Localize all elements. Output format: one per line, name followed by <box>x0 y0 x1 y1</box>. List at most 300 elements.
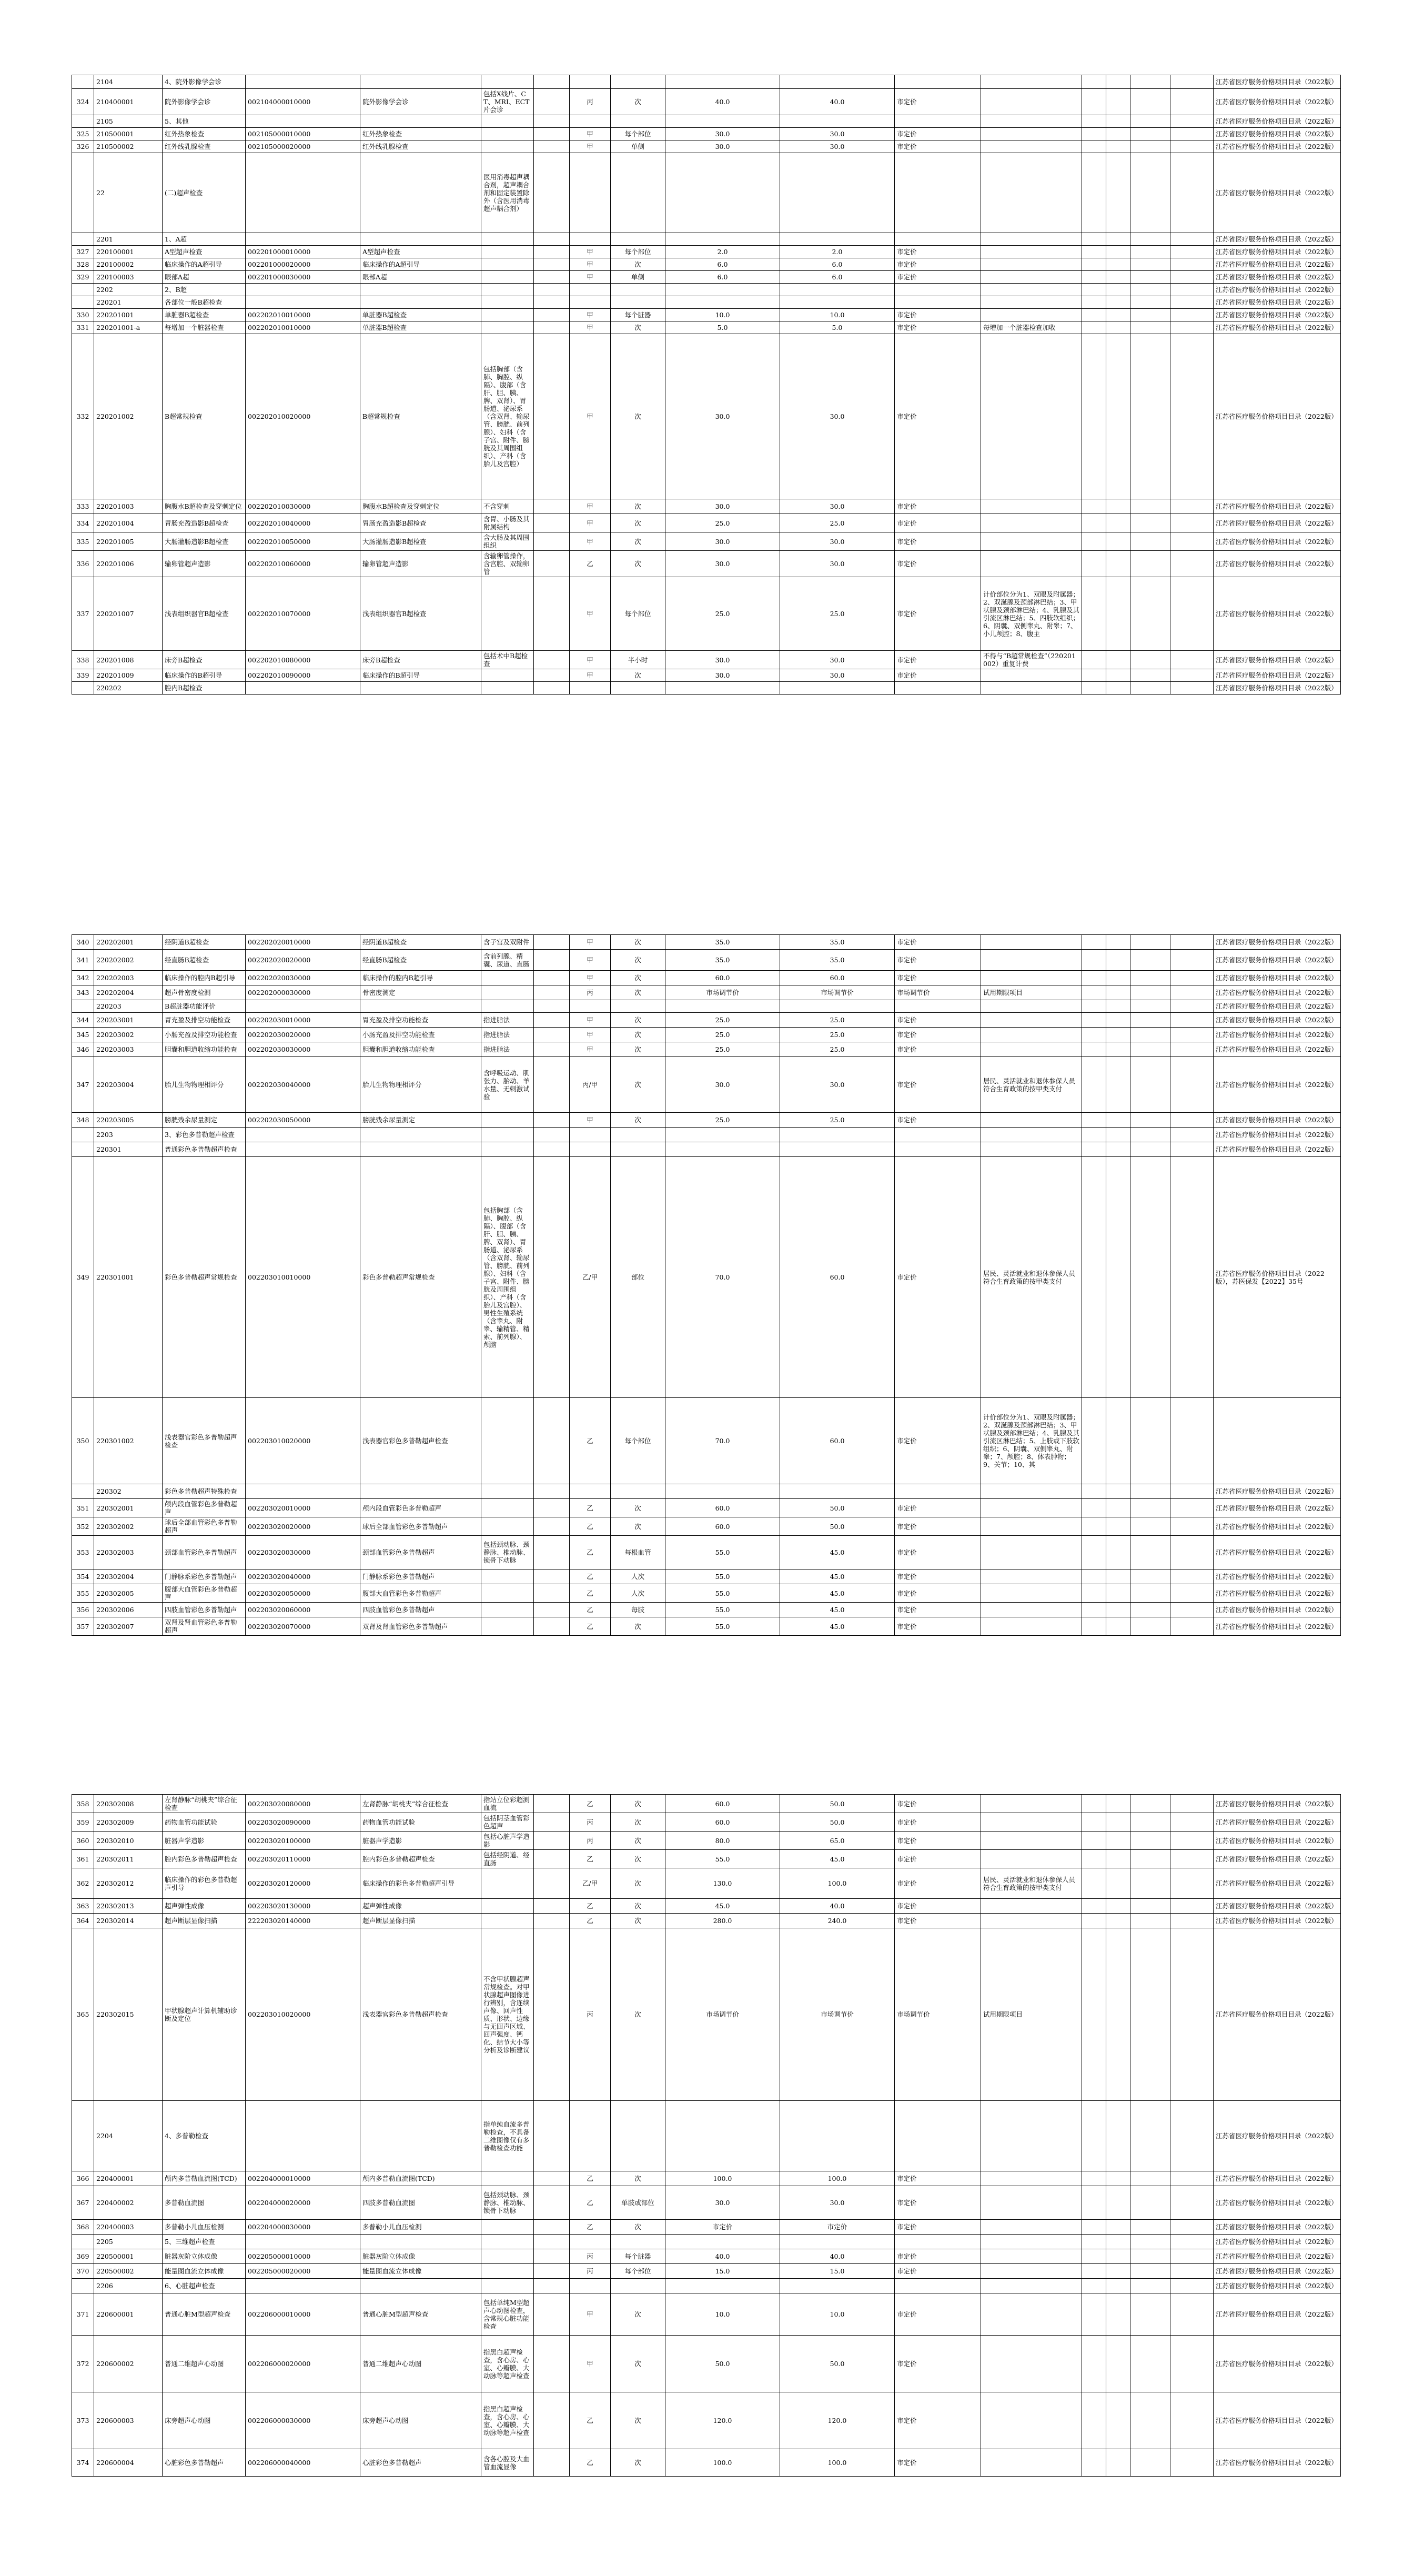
price-type-cell: 市定价 <box>895 669 981 682</box>
empty-cell <box>1130 669 1170 682</box>
code-cell: 220202 <box>94 682 163 695</box>
excluded-content-cell <box>534 2235 570 2249</box>
excluded-content-cell <box>534 1157 570 1398</box>
note-cell <box>981 2220 1082 2235</box>
content-cell: 指进脂法 <box>481 1013 534 1028</box>
seq-cell <box>72 296 94 309</box>
note-cell <box>981 2279 1082 2293</box>
seq-cell: 361 <box>72 1850 94 1868</box>
item-name-cell: 1、A超 <box>163 233 246 246</box>
price-cell: 120.0 <box>780 2392 895 2449</box>
seq-cell <box>72 284 94 296</box>
code-cell: 220203 <box>94 1000 163 1013</box>
unit-cell: 次 <box>611 1028 665 1042</box>
seq-cell: 365 <box>72 1928 94 2101</box>
code-cell: 220203004 <box>94 1057 163 1113</box>
empty-cell <box>1170 309 1214 321</box>
empty-cell <box>1106 1569 1130 1584</box>
empty-cell <box>1082 1142 1106 1157</box>
national-code-cell <box>246 2101 360 2171</box>
empty-cell <box>1106 2171 1130 2186</box>
price-cell: 60.0 <box>665 971 780 985</box>
empty-cell <box>1106 971 1130 985</box>
price-cell: 30.0 <box>665 2186 780 2220</box>
reference-cell: 江苏省医疗服务价格项目目录（2022版） <box>1214 153 1341 233</box>
item-name-cell: 5、三维超声检查 <box>163 2235 246 2249</box>
national-name-cell: 浅表组织器官B超检查 <box>360 577 481 651</box>
note-cell <box>981 246 1082 258</box>
note-cell: 居民、灵活就业和退休参保人员符合生育政策的按甲类支付 <box>981 1868 1082 1899</box>
price-cell <box>780 153 895 233</box>
unit-cell: 次 <box>611 1517 665 1536</box>
price-cell: 30.0 <box>780 2186 895 2220</box>
price-cell <box>665 1484 780 1499</box>
price-cell: 45.0 <box>780 1850 895 1868</box>
national-name-cell <box>360 1128 481 1142</box>
content-cell <box>481 577 534 651</box>
note-cell <box>981 309 1082 321</box>
insurance-class-cell <box>570 153 611 233</box>
reference-cell: 江苏省医疗服务价格项目目录（2022版） <box>1214 2279 1341 2293</box>
table-row <box>72 651 1341 669</box>
price-cell: 25.0 <box>665 514 780 532</box>
unit-cell: 次 <box>611 1914 665 1928</box>
reference-cell: 江苏省医疗服务价格项目目录（2022版） <box>1214 1928 1341 2101</box>
price-type-cell: 市定价 <box>895 2293 981 2336</box>
content-cell <box>481 258 534 271</box>
reference-cell: 江苏省医疗服务价格项目目录（2022版） <box>1214 128 1341 140</box>
national-name-cell: 单脏器B超检查 <box>360 321 481 334</box>
price-cell <box>665 2279 780 2293</box>
content-cell: 指进脂法 <box>481 1028 534 1042</box>
price-type-cell: 市定价 <box>895 1013 981 1028</box>
empty-cell <box>1130 1517 1170 1536</box>
item-name-cell: 多普勒小儿血压检测 <box>163 2220 246 2235</box>
seq-cell: 338 <box>72 651 94 669</box>
code-cell: 220203005 <box>94 1113 163 1128</box>
price-table <box>72 75 1341 695</box>
empty-cell <box>1130 1128 1170 1142</box>
price-cell: 55.0 <box>665 1569 780 1584</box>
empty-cell <box>1082 128 1106 140</box>
empty-cell <box>1106 233 1130 246</box>
empty-cell <box>1106 309 1130 321</box>
empty-cell <box>1082 334 1106 499</box>
insurance-class-cell: 乙 <box>570 1795 611 1813</box>
code-cell: 22 <box>94 153 163 233</box>
unit-cell: 每个部位 <box>611 2264 665 2279</box>
reference-cell: 江苏省医疗服务价格项目目录（2022版） <box>1214 2101 1341 2171</box>
table-row <box>72 1028 1341 1042</box>
content-cell <box>481 2220 534 2235</box>
empty-cell <box>1130 1899 1170 1914</box>
empty-cell <box>1170 258 1214 271</box>
empty-cell <box>1170 75 1214 89</box>
item-name-cell: 胃肠充盈造影B超检查 <box>163 514 246 532</box>
price-cell: 35.0 <box>665 950 780 971</box>
insurance-class-cell: 甲 <box>570 1028 611 1042</box>
empty-cell <box>1106 651 1130 669</box>
table-row <box>72 309 1341 321</box>
national-name-cell: 门静脉系彩色多普勒超声 <box>360 1569 481 1584</box>
price-cell: 6.0 <box>780 258 895 271</box>
excluded-content-cell <box>534 1868 570 1899</box>
empty-cell <box>1106 115 1130 128</box>
empty-cell <box>1082 1042 1106 1057</box>
price-cell: 30.0 <box>780 669 895 682</box>
item-name-cell: 颅内段血管彩色多普勒超声 <box>163 1499 246 1517</box>
national-code-cell: 002203020060000 <box>246 1603 360 1617</box>
empty-cell <box>1130 1057 1170 1113</box>
insurance-class-cell: 乙 <box>570 2186 611 2220</box>
price-cell <box>665 296 780 309</box>
empty-cell <box>1082 2249 1106 2264</box>
code-cell: 220201002 <box>94 334 163 499</box>
insurance-class-cell: 乙 <box>570 1536 611 1569</box>
insurance-class-cell: 乙 <box>570 2220 611 2235</box>
empty-cell <box>1082 1128 1106 1142</box>
empty-cell <box>1130 2186 1170 2220</box>
national-name-cell <box>360 153 481 233</box>
price-cell: 25.0 <box>780 1013 895 1028</box>
table-row <box>72 321 1341 334</box>
national-code-cell: 002204000030000 <box>246 2220 360 2235</box>
empty-cell <box>1130 1850 1170 1868</box>
note-cell <box>981 284 1082 296</box>
insurance-class-cell: 乙 <box>570 1617 611 1636</box>
code-cell: 220201005 <box>94 532 163 551</box>
price-cell: 55.0 <box>665 1617 780 1636</box>
price-cell <box>780 296 895 309</box>
seq-cell: 355 <box>72 1584 94 1603</box>
empty-cell <box>1082 153 1106 233</box>
national-code-cell: 002203020110000 <box>246 1850 360 1868</box>
insurance-class-cell: 甲 <box>570 2293 611 2336</box>
national-name-cell: 四肢多普勒血流图 <box>360 2186 481 2220</box>
price-cell: 60.0 <box>780 971 895 985</box>
empty-cell <box>1170 532 1214 551</box>
empty-cell <box>1130 651 1170 669</box>
empty-cell <box>1170 2449 1214 2477</box>
price-type-cell: 市定价 <box>895 334 981 499</box>
code-cell: 220302008 <box>94 1795 163 1813</box>
empty-cell <box>1130 2249 1170 2264</box>
note-cell <box>981 1517 1082 1536</box>
empty-cell <box>1130 296 1170 309</box>
reference-cell: 江苏省医疗服务价格项目目录（2022版） <box>1214 233 1341 246</box>
price-cell <box>665 153 780 233</box>
code-cell: 220201004 <box>94 514 163 532</box>
national-name-cell: 膀胱残余尿量测定 <box>360 1113 481 1128</box>
reference-cell: 江苏省医疗服务价格项目目录（2022版） <box>1214 532 1341 551</box>
price-type-cell: 市定价 <box>895 2249 981 2264</box>
seq-cell: 367 <box>72 2186 94 2220</box>
excluded-content-cell <box>534 2336 570 2392</box>
price-cell <box>665 2235 780 2249</box>
empty-cell <box>1082 1499 1106 1517</box>
price-cell <box>780 1128 895 1142</box>
empty-cell <box>1130 514 1170 532</box>
reference-cell: 江苏省医疗服务价格项目目录（2022版） <box>1214 985 1341 1000</box>
item-name-cell: 彩色多普勒超声常规检查 <box>163 1157 246 1398</box>
unit-cell: 人次 <box>611 1584 665 1603</box>
table-row <box>72 296 1341 309</box>
empty-cell <box>1106 1128 1130 1142</box>
price-cell: 55.0 <box>665 1584 780 1603</box>
empty-cell <box>1170 128 1214 140</box>
item-name-cell: 胸腹水B超检查及穿刺定位 <box>163 499 246 514</box>
excluded-content-cell <box>534 1113 570 1128</box>
unit-cell: 单侧 <box>611 271 665 284</box>
content-cell <box>481 75 534 89</box>
unit-cell: 次 <box>611 950 665 971</box>
item-name-cell: 大肠灌肠造影B超检查 <box>163 532 246 551</box>
insurance-class-cell: 乙/甲 <box>570 1868 611 1899</box>
empty-cell <box>1106 128 1130 140</box>
empty-cell <box>1106 1868 1130 1899</box>
unit-cell: 次 <box>611 1899 665 1914</box>
national-code-cell: 002203010020000 <box>246 1928 360 2101</box>
empty-cell <box>1130 115 1170 128</box>
empty-cell <box>1170 1013 1214 1028</box>
item-name-cell: B超常规检查 <box>163 334 246 499</box>
empty-cell <box>1130 577 1170 651</box>
reference-cell: 江苏省医疗服务价格项目目录（2022版） <box>1214 1813 1341 1832</box>
empty-cell <box>1082 296 1106 309</box>
price-table <box>72 1794 1341 2477</box>
price-cell: 5.0 <box>665 321 780 334</box>
insurance-class-cell <box>570 1000 611 1013</box>
empty-cell <box>1170 1128 1214 1142</box>
national-code-cell <box>246 1128 360 1142</box>
empty-cell <box>1106 1832 1130 1850</box>
excluded-content-cell <box>534 1914 570 1928</box>
item-name-cell: 2、B超 <box>163 284 246 296</box>
table-row <box>72 1617 1341 1636</box>
seq-cell <box>72 153 94 233</box>
reference-cell: 江苏省医疗服务价格项目目录（2022版） <box>1214 1000 1341 1013</box>
insurance-class-cell <box>570 233 611 246</box>
price-cell: 2.0 <box>665 246 780 258</box>
code-cell: 220202004 <box>94 985 163 1000</box>
empty-cell <box>1082 577 1106 651</box>
price-type-cell: 市定价 <box>895 1398 981 1484</box>
empty-cell <box>1082 233 1106 246</box>
code-cell: 220400003 <box>94 2220 163 2235</box>
table-row <box>72 532 1341 551</box>
empty-cell <box>1106 1042 1130 1057</box>
price-type-cell: 市定价 <box>895 651 981 669</box>
empty-cell <box>1106 1113 1130 1128</box>
seq-cell: 353 <box>72 1536 94 1569</box>
excluded-content-cell <box>534 2249 570 2264</box>
empty-cell <box>1130 2293 1170 2336</box>
price-type-cell <box>895 75 981 89</box>
empty-cell <box>1082 514 1106 532</box>
unit-cell: 次 <box>611 1013 665 1028</box>
table-row <box>72 233 1341 246</box>
national-name-cell: 颈部血管彩色多普勒超声 <box>360 1536 481 1569</box>
sheet-page-1 <box>72 75 1340 695</box>
item-name-cell: 颈部血管彩色多普勒超声 <box>163 1536 246 1569</box>
national-name-cell: 颅内段血管彩色多普勒超声 <box>360 1499 481 1517</box>
national-code-cell: 002203020030000 <box>246 1536 360 1569</box>
unit-cell <box>611 2235 665 2249</box>
reference-cell: 江苏省医疗服务价格项目目录（2022版） <box>1214 1832 1341 1850</box>
seq-cell: 374 <box>72 2449 94 2477</box>
price-type-cell: 市定价 <box>895 1499 981 1517</box>
empty-cell <box>1082 985 1106 1000</box>
seq-cell: 326 <box>72 140 94 153</box>
code-cell: 220302009 <box>94 1813 163 1832</box>
price-cell: 40.0 <box>780 1899 895 1914</box>
price-type-cell <box>895 296 981 309</box>
price-cell: 市定价 <box>665 2220 780 2235</box>
empty-cell <box>1082 1157 1106 1398</box>
price-type-cell: 市定价 <box>895 1617 981 1636</box>
unit-cell <box>611 2279 665 2293</box>
price-cell: 100.0 <box>780 1868 895 1899</box>
price-cell: 120.0 <box>665 2392 780 2449</box>
insurance-class-cell <box>570 1142 611 1157</box>
code-cell: 210400001 <box>94 89 163 115</box>
note-cell <box>981 1113 1082 1128</box>
empty-cell <box>1130 233 1170 246</box>
excluded-content-cell <box>534 1536 570 1569</box>
code-cell: 210500001 <box>94 128 163 140</box>
empty-cell <box>1082 1057 1106 1113</box>
price-type-cell: 市定价 <box>895 1850 981 1868</box>
excluded-content-cell <box>534 2220 570 2235</box>
empty-cell <box>1082 2235 1106 2249</box>
excluded-content-cell <box>534 89 570 115</box>
national-name-cell: 腹部大血管彩色多普勒超声 <box>360 1584 481 1603</box>
price-cell: 45.0 <box>780 1569 895 1584</box>
national-code-cell <box>246 2279 360 2293</box>
price-cell: 50.0 <box>665 2336 780 2392</box>
insurance-class-cell: 丙 <box>570 1832 611 1850</box>
insurance-class-cell: 乙/甲 <box>570 1157 611 1398</box>
table-row <box>72 2293 1341 2336</box>
empty-cell <box>1106 1795 1130 1813</box>
table-row <box>72 1484 1341 1499</box>
item-name-cell: 颅内多普勒血流图(TCD) <box>163 2171 246 2186</box>
note-cell <box>981 1617 1082 1636</box>
price-type-cell: 市定价 <box>895 1057 981 1113</box>
note-cell <box>981 153 1082 233</box>
reference-cell: 江苏省医疗服务价格项目目录（2022版） <box>1214 1517 1341 1536</box>
content-cell: 不含穿刺 <box>481 499 534 514</box>
empty-cell <box>1130 246 1170 258</box>
price-type-cell: 市定价 <box>895 89 981 115</box>
national-code-cell: 002202020030000 <box>246 971 360 985</box>
insurance-class-cell: 甲 <box>570 140 611 153</box>
national-code-cell: 002203020070000 <box>246 1617 360 1636</box>
reference-cell <box>1214 1398 1341 1484</box>
table-row <box>72 1569 1341 1584</box>
empty-cell <box>1170 1850 1214 1868</box>
note-cell <box>981 2264 1082 2279</box>
note-cell <box>981 2101 1082 2171</box>
note-cell: 每增加一个脏器检查加收 <box>981 321 1082 334</box>
item-name-cell: 4、院外影像学会诊 <box>163 75 246 89</box>
item-name-cell: 脏器声学造影 <box>163 1832 246 1850</box>
price-cell: 280.0 <box>665 1914 780 1928</box>
empty-cell <box>1082 1569 1106 1584</box>
content-cell <box>481 1484 534 1499</box>
national-name-cell: 胎儿生物物理相评分 <box>360 1057 481 1113</box>
price-cell: 45.0 <box>780 1584 895 1603</box>
table-row <box>72 514 1341 532</box>
reference-cell: 江苏省医疗服务价格项目目录（2022版） <box>1214 950 1341 971</box>
reference-cell: 江苏省医疗服务价格项目目录（2022版） <box>1214 1795 1341 1813</box>
price-cell <box>780 2235 895 2249</box>
content-cell <box>481 1142 534 1157</box>
empty-cell <box>1082 682 1106 695</box>
empty-cell <box>1130 935 1170 950</box>
table-row <box>72 1057 1341 1113</box>
empty-cell <box>1170 651 1214 669</box>
price-type-cell: 市定价 <box>895 140 981 153</box>
table-row <box>72 2336 1341 2392</box>
seq-cell: 335 <box>72 532 94 551</box>
national-name-cell: 院外影像学会诊 <box>360 89 481 115</box>
content-cell: 医用消毒超声耦合剂，超声耦合剂和固定装置除外（含医用消毒超声耦合剂） <box>481 153 534 233</box>
content-cell <box>481 1603 534 1617</box>
national-code-cell: 002202030010000 <box>246 1013 360 1028</box>
national-code-cell: 002202010010000 <box>246 321 360 334</box>
item-name-cell: 临床操作的B超引导 <box>163 669 246 682</box>
empty-cell <box>1106 1899 1130 1914</box>
reference-cell: 江苏省医疗服务价格项目目录（2022版） <box>1214 1850 1341 1868</box>
empty-cell <box>1082 2293 1106 2336</box>
item-name-cell: 双肾及肾血管彩色多普勒超声 <box>163 1617 246 1636</box>
price-type-cell <box>895 682 981 695</box>
national-code-cell: 002202010040000 <box>246 514 360 532</box>
content-cell <box>481 1584 534 1603</box>
price-cell: 40.0 <box>780 2249 895 2264</box>
code-cell: 220100003 <box>94 271 163 284</box>
note-cell <box>981 2235 1082 2249</box>
national-name-cell: 双肾及肾血管彩色多普勒超声 <box>360 1617 481 1636</box>
national-name-cell: 超声弹性成像 <box>360 1899 481 1914</box>
unit-cell: 次 <box>611 971 665 985</box>
empty-cell <box>1130 1013 1170 1028</box>
unit-cell: 次 <box>611 1868 665 1899</box>
excluded-content-cell <box>534 669 570 682</box>
content-cell <box>481 2279 534 2293</box>
reference-cell: 江苏省医疗服务价格项目目录（2022版） <box>1214 1128 1341 1142</box>
content-cell: 不含甲状腺超声常规检查。对甲状腺超声图像进行辨别，含连续声像、回声性质、形状、边缘与无回声区域、回声强度、钙化、结节大小等分析及诊断建议 <box>481 1928 534 2101</box>
insurance-class-cell <box>570 1128 611 1142</box>
unit-cell: 次 <box>611 532 665 551</box>
excluded-content-cell <box>534 1128 570 1142</box>
price-table <box>72 934 1341 1636</box>
price-cell: 30.0 <box>665 140 780 153</box>
table-row <box>72 1584 1341 1603</box>
excluded-content-cell <box>534 577 570 651</box>
national-code-cell: 002205000020000 <box>246 2264 360 2279</box>
empty-cell <box>1106 1013 1130 1028</box>
empty-cell <box>1130 532 1170 551</box>
price-cell: 100.0 <box>665 2449 780 2477</box>
item-name-cell: 超声骨密度检测 <box>163 985 246 1000</box>
national-name-cell: 颅内多普勒血流图(TCD) <box>360 2171 481 2186</box>
insurance-class-cell <box>570 296 611 309</box>
empty-cell <box>1106 514 1130 532</box>
table-row <box>72 1000 1341 1013</box>
note-cell <box>981 499 1082 514</box>
